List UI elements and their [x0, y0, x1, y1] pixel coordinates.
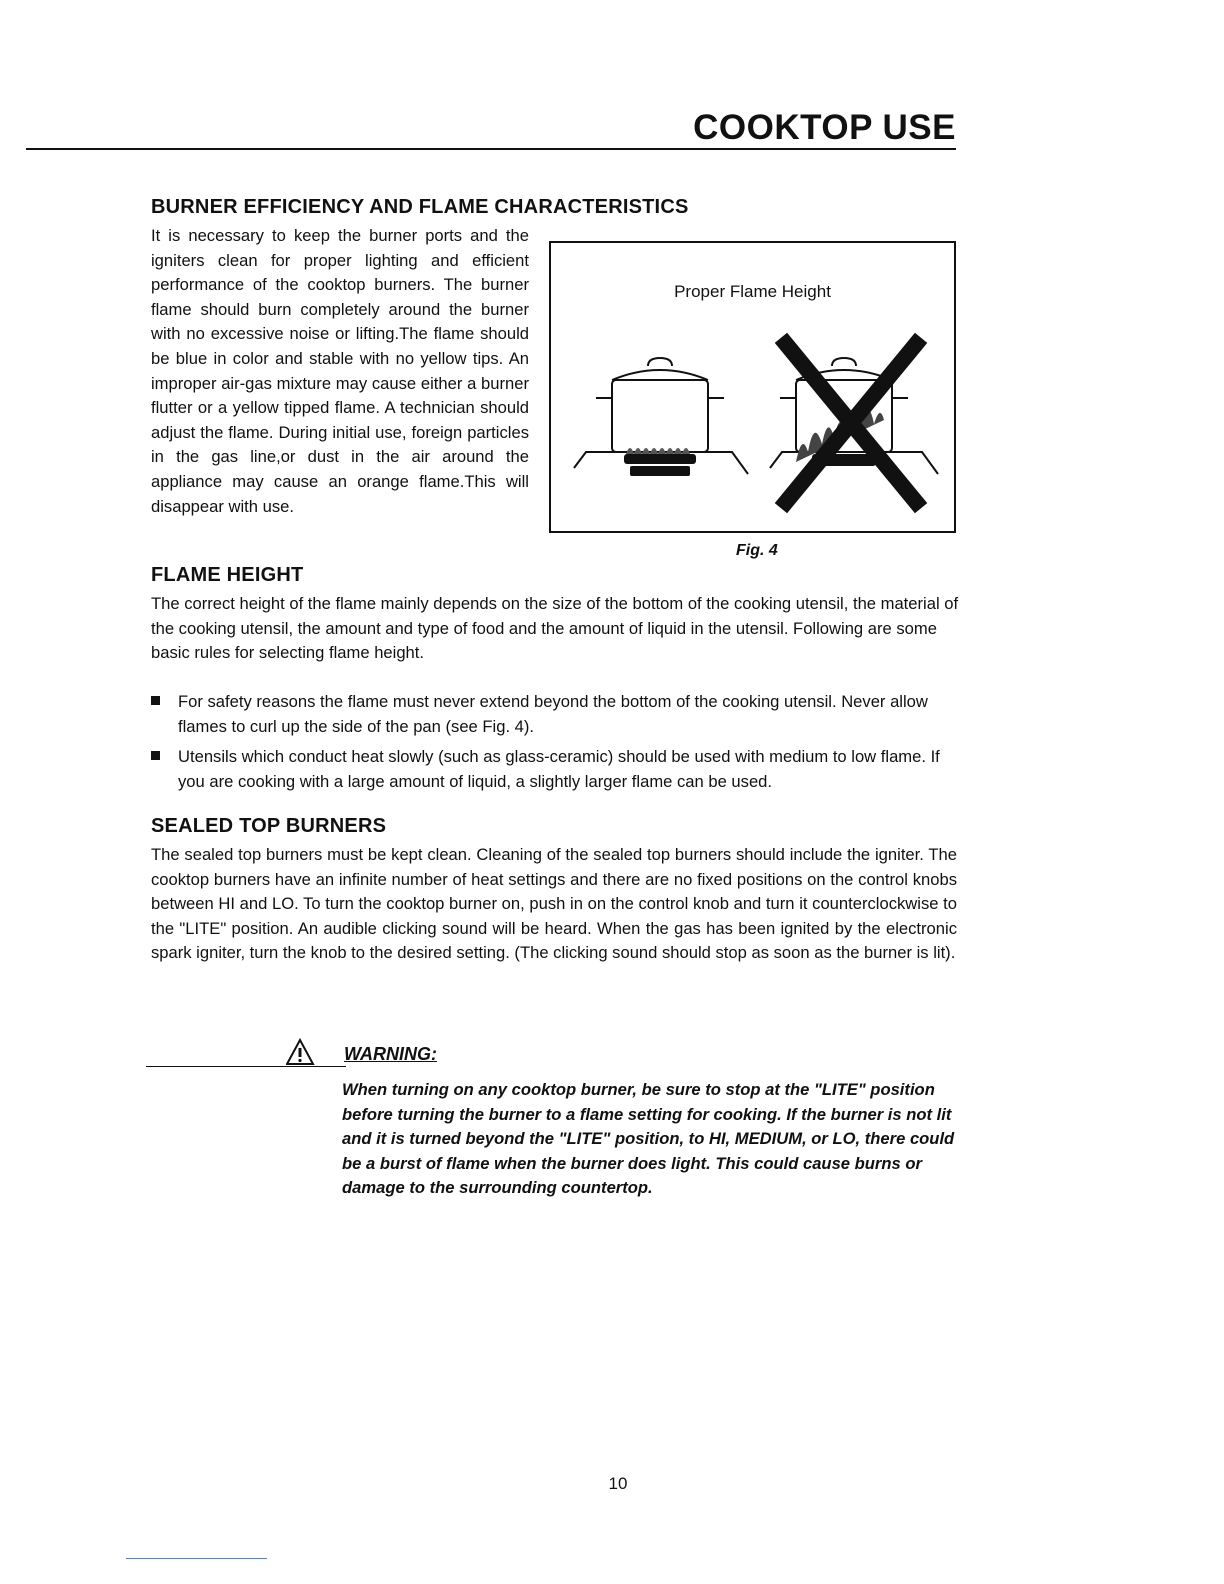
- burner-efficiency-paragraph: It is necessary to keep the burner ports and the igniters clean for proper lighting and efficient performance of the cooktop burners. The burner flame should burn completely around the burner with no excessive noise or lifting.The flame should be blue in color and stable with no yellow tips. An improper air-gas mixture may cause either a burner flutter or a yellow tipped flame. A technician should adjust the flame. During initial use, foreign particles in the gas line,or dust in the air around the appliance may cause an orange flame.This will disappear with use.: [151, 226, 529, 516]
- proper-flame-burner: [624, 448, 696, 476]
- warning-title: WARNING:: [344, 1044, 437, 1064]
- burner-efficiency-heading: BURNER EFFICIENCY AND FLAME CHARACTERISTICS: [151, 196, 689, 218]
- page-number: 10: [608, 1474, 628, 1493]
- list-item: [151, 745, 963, 794]
- bullet-icon: [151, 690, 178, 739]
- sealed-top-heading: SEALED TOP BURNERS: [151, 815, 387, 837]
- page-title: COOKTOP USE: [693, 108, 956, 147]
- figure-caption: Proper Flame Height: [674, 282, 831, 301]
- list-item-text: Utensils which conduct heat slowly (such as glass-ceramic) should be used with medium to low flame. If you are cooking with a large amount of liquid, a slightly larger flame can be used.: [178, 747, 940, 791]
- list-item-text: For safety reasons the flame must never extend beyond the bottom of the cooking utensil. Never allow flames to curl up the side of the pan (see Fig. 4).: [178, 692, 928, 736]
- flame-height-heading: FLAME HEIGHT: [151, 564, 304, 586]
- header-divider: [26, 148, 956, 150]
- figure-label: Fig. 4: [736, 542, 778, 559]
- footer-divider: [126, 1558, 267, 1559]
- bullet-icon: [151, 745, 178, 794]
- list-item: [151, 690, 963, 739]
- sealed-top-paragraph: The sealed top burners must be kept clean. Cleaning of the sealed top burners should include the igniter. The cooktop burners have an infinite number of heat settings and there are no fixed positions on the control knobs between HI and LO. To turn the cooktop burner on, push in on the control knob and turn it counterclockwise to the "LITE" position. An audible clicking sound will be heard. When the gas has been ignited by the electronic spark igniter, turn the knob to the desired setting. (The clicking sound should stop as soon as the burner is lit).: [151, 845, 957, 963]
- warning-text: When turning on any cooktop burner, be sure to stop at the "LITE" position before turning the burner to a flame setting for cooking. If the burner is not lit and it is turned beyond the "LITE" position, to HI, MEDIUM, or LO, there could be a burst of flame when the burner does light. This could cause burns or damage to the surrounding countertop.: [342, 1080, 955, 1198]
- flame-height-bullet-list: [151, 690, 963, 800]
- flame-height-paragraph: The correct height of the flame mainly depends on the size of the bottom of the cooking utensil, the material of the cooking utensil, the amount and type of food and the amount of liquid in the utensil. Following are some basic rules for selecting flame height.: [151, 594, 959, 663]
- warning-triangle-icon: [286, 1038, 336, 1068]
- flame-height-illustration: [560, 330, 950, 520]
